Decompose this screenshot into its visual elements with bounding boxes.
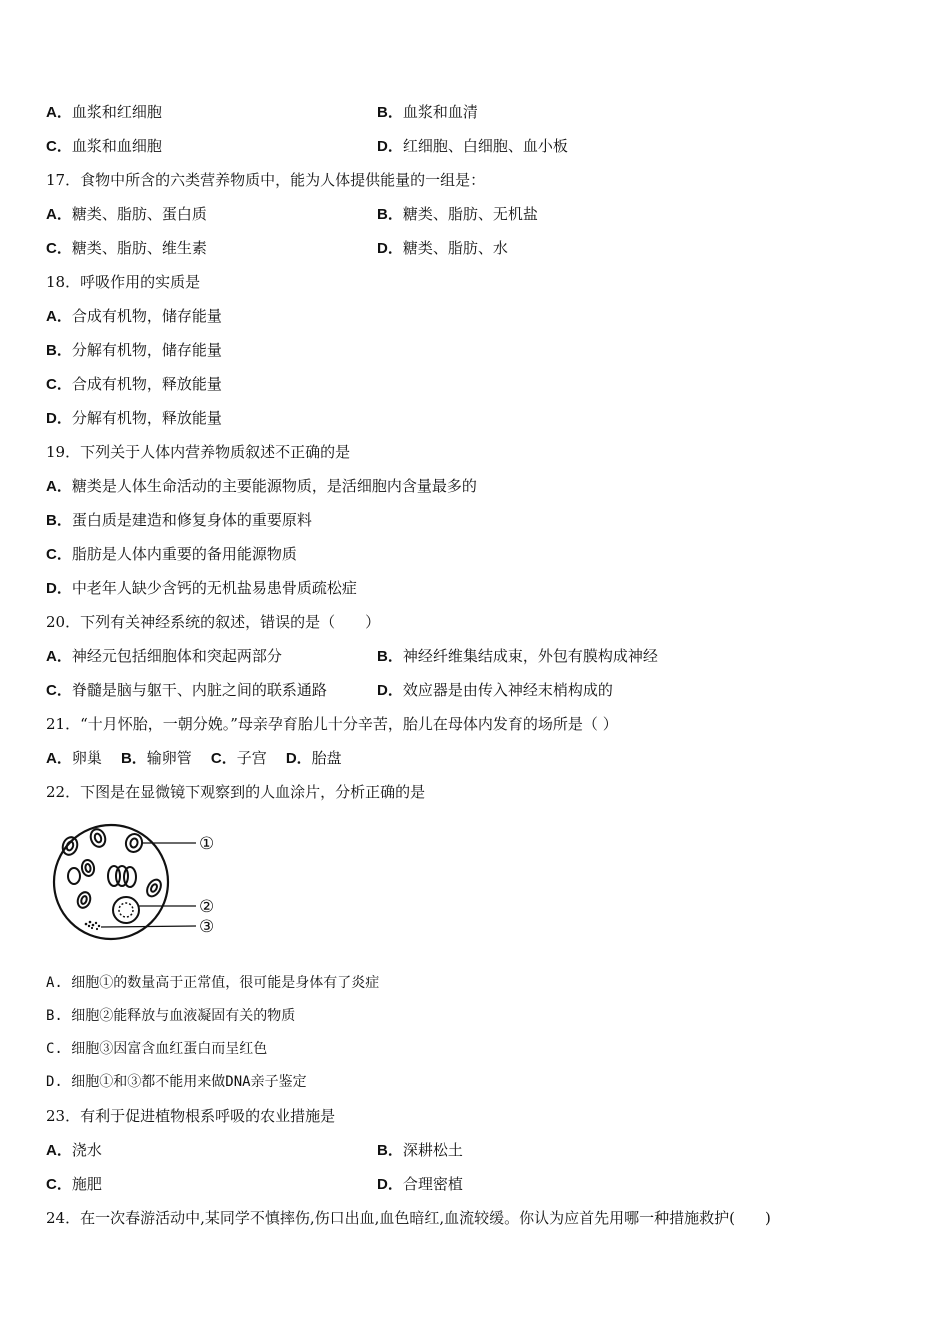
marker-2: ② xyxy=(199,897,215,917)
red-blood-cell xyxy=(81,859,96,877)
option-text: 血浆和血细胞 xyxy=(71,137,162,155)
option-label: B． xyxy=(377,1142,403,1159)
q23-stem: 23．有利于促进植物根系呼吸的农业措施是 xyxy=(46,1107,336,1125)
option-text: 糖类、脂肪、蛋白质 xyxy=(71,205,207,223)
option-label: C． xyxy=(46,138,72,155)
q19-option-d xyxy=(46,578,357,599)
red-blood-cell xyxy=(60,835,79,857)
option-label: B． xyxy=(377,648,403,665)
option-label: B． xyxy=(46,512,72,529)
q22-option-d: D. 细胞①和③都不能用来做DNA亲子鉴定 xyxy=(46,1074,307,1090)
option-text: 子宫 xyxy=(236,749,267,767)
q20-option-b xyxy=(377,646,658,667)
option-label: A． xyxy=(46,104,72,121)
option-label: B． xyxy=(377,104,403,121)
option-label: D． xyxy=(377,138,403,155)
q16-option-c xyxy=(46,136,162,157)
option-text: 卵巢 xyxy=(71,749,102,767)
option-text: 输卵管 xyxy=(146,749,192,767)
q16-option-b xyxy=(377,102,478,123)
option-text: 糖类是人体生命活动的主要能源物质，是活细胞内含量最多的 xyxy=(71,477,477,495)
q18-option-a xyxy=(46,306,222,327)
q20-option-c xyxy=(46,680,327,701)
option-text: 浇水 xyxy=(71,1141,102,1159)
red-blood-cell-inner xyxy=(94,833,103,844)
option-text: 糖类、脂肪、维生素 xyxy=(71,239,207,257)
option-label: D． xyxy=(377,240,403,257)
option-label: C． xyxy=(210,750,237,767)
marker-3: ③ xyxy=(199,917,215,937)
option-text: 神经纤维集结成束，外包有膜构成神经 xyxy=(402,647,658,665)
q18-option-c xyxy=(46,374,222,395)
q19-option-a xyxy=(46,476,477,497)
q17-option-c xyxy=(46,238,207,259)
option-label: A． xyxy=(46,308,72,325)
q19-stem: 19．下列关于人体内营养物质叙述不正确的是 xyxy=(46,443,351,461)
option-label: B． xyxy=(46,342,72,359)
q21-options xyxy=(46,748,342,769)
red-blood-cell-inner xyxy=(80,895,87,904)
red-blood-cell xyxy=(76,890,93,909)
q22-option-c: C. 细胞③因富含血红蛋白而呈红色 xyxy=(46,1041,268,1057)
marker-1: ① xyxy=(199,834,215,854)
q19-option-c xyxy=(46,544,297,565)
option-text: 分解有机物，释放能量 xyxy=(71,409,222,427)
q16-option-d xyxy=(377,136,568,157)
q21-stem: 21．“十月怀胎，一朝分娩。”母亲孕育胎儿十分辛苦，胎儿在母体内发育的场所是（ ） xyxy=(46,715,618,733)
option-text: 脂肪是人体内重要的备用能源物质 xyxy=(71,545,297,563)
option-label: C． xyxy=(46,546,72,563)
option-label: B． xyxy=(120,750,147,767)
option-text: 合成有机物，释放能量 xyxy=(71,375,222,393)
q18-option-b xyxy=(46,340,222,361)
q23-option-b xyxy=(377,1140,463,1161)
option-text: 效应器是由传入神经末梢构成的 xyxy=(402,681,613,699)
q23-option-a xyxy=(46,1140,102,1161)
option-text: 蛋白质是建造和修复身体的重要原料 xyxy=(71,511,312,529)
option-text: 分解有机物，储存能量 xyxy=(71,341,222,359)
option-text: 合成有机物，储存能量 xyxy=(71,307,222,325)
option-label: C． xyxy=(46,682,72,699)
q17-option-a xyxy=(46,204,207,225)
option-text: 血浆和红细胞 xyxy=(71,103,162,121)
option-label: A． xyxy=(46,206,72,223)
option-label: D． xyxy=(285,750,312,767)
option-text: 脊髓是脑与躯干、内脏之间的联系通路 xyxy=(71,681,327,699)
option-text: 深耕松土 xyxy=(402,1141,463,1159)
q16-option-a xyxy=(46,102,162,123)
red-blood-cell xyxy=(124,867,136,887)
option-label: B． xyxy=(377,206,403,223)
option-text: 神经元包括细胞体和突起两部分 xyxy=(71,647,282,665)
option-label: C． xyxy=(46,376,72,393)
q23-option-d xyxy=(377,1174,463,1195)
option-text: 糖类、脂肪、水 xyxy=(402,239,508,257)
red-blood-cell-inner xyxy=(150,883,158,892)
option-text: 红细胞、白细胞、血小板 xyxy=(402,137,568,155)
q20-option-d xyxy=(377,680,613,701)
platelets xyxy=(85,921,101,930)
white-blood-cell xyxy=(113,897,139,923)
option-text: 施肥 xyxy=(71,1175,102,1193)
red-blood-cell-inner xyxy=(66,841,75,852)
q20-option-a xyxy=(46,646,282,667)
q22-option-b: B. 细胞②能释放与血液凝固有关的物质 xyxy=(46,1008,296,1024)
q20-stem: 20．下列有关神经系统的叙述，错误的是（ ） xyxy=(46,613,381,631)
blood-smear-figure xyxy=(46,818,226,948)
option-label: D． xyxy=(377,1176,403,1193)
q24-stem: 24．在一次春游活动中,某同学不慎摔伤,伤口出血,血色暗红,血流较缓。你认为应首先用哪一种措施救护( ) xyxy=(46,1209,771,1227)
red-blood-cell xyxy=(68,868,80,884)
red-blood-cell xyxy=(144,877,163,899)
q23-option-c xyxy=(46,1174,102,1195)
option-text: 合理密植 xyxy=(402,1175,463,1193)
q18-option-d xyxy=(46,408,222,429)
option-label: D． xyxy=(46,580,72,597)
red-blood-cell xyxy=(88,827,107,849)
option-label: D． xyxy=(377,682,403,699)
q17-option-d xyxy=(377,238,508,259)
option-text: 中老年人缺少含钙的无机盐易患骨质疏松症 xyxy=(71,579,357,597)
white-blood-cell-nucleus xyxy=(119,903,133,917)
option-label: A． xyxy=(46,1142,72,1159)
red-blood-cell xyxy=(124,832,144,854)
q19-option-b xyxy=(46,510,312,531)
q22-stem: 22．下图是在显微镜下观察到的人血涂片，分析正确的是 xyxy=(46,783,426,801)
q17-stem: 17．食物中所含的六类营养物质中，能为人体提供能量的一组是： xyxy=(46,171,486,189)
option-label: A． xyxy=(46,750,72,767)
option-label: A． xyxy=(46,478,72,495)
option-label: D． xyxy=(46,410,72,427)
red-blood-cell-inner xyxy=(129,838,138,849)
q18-stem: 18．呼吸作用的实质是 xyxy=(46,273,201,291)
leader-line-3 xyxy=(101,926,196,927)
option-text: 胎盘 xyxy=(311,749,342,767)
option-label: C． xyxy=(46,240,72,257)
option-text: 血浆和血清 xyxy=(402,103,478,121)
red-blood-cell-inner xyxy=(85,864,91,873)
option-label: A． xyxy=(46,648,72,665)
q17-option-b xyxy=(377,204,538,225)
option-text: 糖类、脂肪、无机盐 xyxy=(402,205,538,223)
q22-option-a: A. 细胞①的数量高于正常值，很可能是身体有了炎症 xyxy=(46,975,380,991)
option-label: C． xyxy=(46,1176,72,1193)
